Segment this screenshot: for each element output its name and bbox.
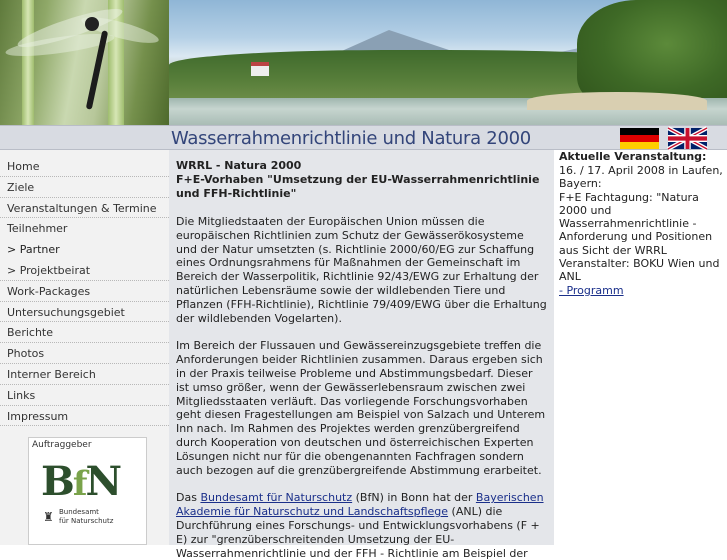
title-bar [0,125,727,150]
bfn-logo-n: N [85,458,121,505]
nav-item-partner[interactable] [0,239,169,260]
program-link[interactable]: - Programm [559,283,624,297]
nav-item-impressum[interactable] [0,406,169,427]
anl-link[interactable]: Bayerischen Akademie für Naturschutz und Landschaftspflege [176,491,544,519]
nav-item-label: > Projektbeirat [7,263,91,277]
uk-flag-icon[interactable] [668,128,707,149]
nav-item-projektbeirat[interactable] [0,260,169,281]
context-paragraph: Im Bereich der Flussauen und Gewässereinzugsgebiete treffen die Anforderungen beider Richtlinien zusammen. Daraus ergeben sich in der Praxis teilweise Probleme und Abstimmungsbedarf. Dieser ist umso größer, wenn der Gewässerlebensraum zwischen zwei Mitgliedsstaaten verläuft. Das vorliegende Forschungsvorhaben geht diesen Fragestellungen am Beispiel von Salzach und Unterem Inn nach. Im Rahmen des Projektes werden grenzübergreifend durch Kooperation von deutschen und österreichischen Experten Lösungen nicht nur für die obengenannten Fachfragen sondern auch bezogen auf die grenzübergreifende Abstimmung erarbeitet. [176,339,546,477]
sponsor-org-name [59,508,113,526]
main-navigation [0,150,169,545]
nav-item-label: Photos [7,347,45,361]
event-sidebar [554,150,727,545]
nav-item-home[interactable] [0,156,169,177]
nav-item-label: Untersuchungsgebiet [7,305,125,319]
nav-item-label: Home [7,160,40,173]
bfn-logo-b: B [41,458,73,505]
bfn-link[interactable]: Bundesamt für Naturschutz [200,491,353,505]
sponsor-caption: Auftraggeber [32,440,92,450]
sponsor-org-line2: für Naturschutz [59,517,114,525]
page-heading-line2: F+E-Vorhaben "Umsetzung der EU-Wasserrahmenrichtlinie und FFH-Richtlinie" [176,173,540,200]
nav-item-berichte[interactable] [0,322,169,343]
german-flag-icon[interactable] [620,128,659,149]
federal-eagle-icon: ♜ [43,510,54,524]
main-content [169,150,554,560]
bfn-logo [41,458,120,505]
sponsor-logo-box[interactable] [28,437,147,545]
nav-item-photos[interactable] [0,343,169,364]
event-date: 16. / 17. April 2008 in Laufen, Bayern: [559,164,723,191]
nav-item-links[interactable] [0,385,169,406]
nav-item-label: Links [7,388,36,402]
nav-item-label: Work-Packages [7,284,91,298]
funding-paragraph [176,491,547,560]
event-description: F+E Fachtagung: "Natura 2000 und Wasserrahmenrichtlinie - Anforderung und Positionen aus Sicht der WRRL [559,190,713,257]
funding-text-pre: Das [176,491,201,505]
page-heading-line1: WRRL - Natura 2000 [176,159,302,172]
nav-item-label: > Partner [7,243,60,257]
intro-paragraph: Die Mitgliedstaaten der Europäischen Union müssen die europäischen Richtlinien zum Schutz der Gewässerökosysteme und der Natur umsetzten (s. Richtlinie 2000/60/EG zur Schaffung eines Ordnungsrahmens für Maßnahmen der Gemeinschaft im Bereich der Wasserpolitik, Richtlinie 92/43/EWG zur Erhaltung der natürlichen Lebensräume sowie der wildlebenden Tiere und Pflanzen (FFH-Richtlinie), Richtlinie 79/409/EWG über die Erhaltung der wildlebenden Vogelarten). [176,215,547,325]
dragonfly-photo [0,0,169,125]
funding-text-mid: (BfN) in Bonn hat der [352,491,476,505]
uk-flag-graphic [668,128,707,149]
nav-item-ziele[interactable] [0,177,169,198]
nav-item-label: Impressum [7,409,69,423]
dragonfly-illustration [0,0,169,125]
nav-item-label: Interner Bereich [7,367,96,381]
sponsor-org-line1: Bundesamt [59,508,99,516]
header-banner [0,0,727,125]
event-organizer: Veranstalter: BOKU Wien und ANL [559,257,720,284]
bfn-logo-f: f [72,464,86,504]
nav-item-label: Veranstaltungen & Termine [7,201,157,215]
page-heading [176,159,547,201]
nav-item-label: Berichte [7,326,53,340]
nav-item-veranstaltungen[interactable] [0,198,169,219]
river-landscape-photo [169,0,727,125]
site-title: Wasserrahmenrichtlinie und Natura 2000 [171,128,531,149]
nav-item-label: Ziele [7,180,35,194]
event-heading: Aktuelle Veranstaltung: [559,150,707,163]
funding-text-post: (ANL) die Durchführung eines Forschungs- und Entwicklungsvorhabens (F + E) zur "grenzüberschreitenden Umsetzung der EU-Wasserrahmenrichtlinie und der FFH - Richtlinie am Beispiel der [176,505,540,560]
nav-item-untersuchungsgebiet[interactable] [0,302,169,323]
nav-list [0,150,169,426]
nav-item-label: Teilnehmer [7,222,68,236]
nav-item-work-packages[interactable] [0,281,169,302]
nav-item-teilnehmer[interactable] [0,218,169,239]
nav-item-interner-bereich[interactable] [0,364,169,385]
